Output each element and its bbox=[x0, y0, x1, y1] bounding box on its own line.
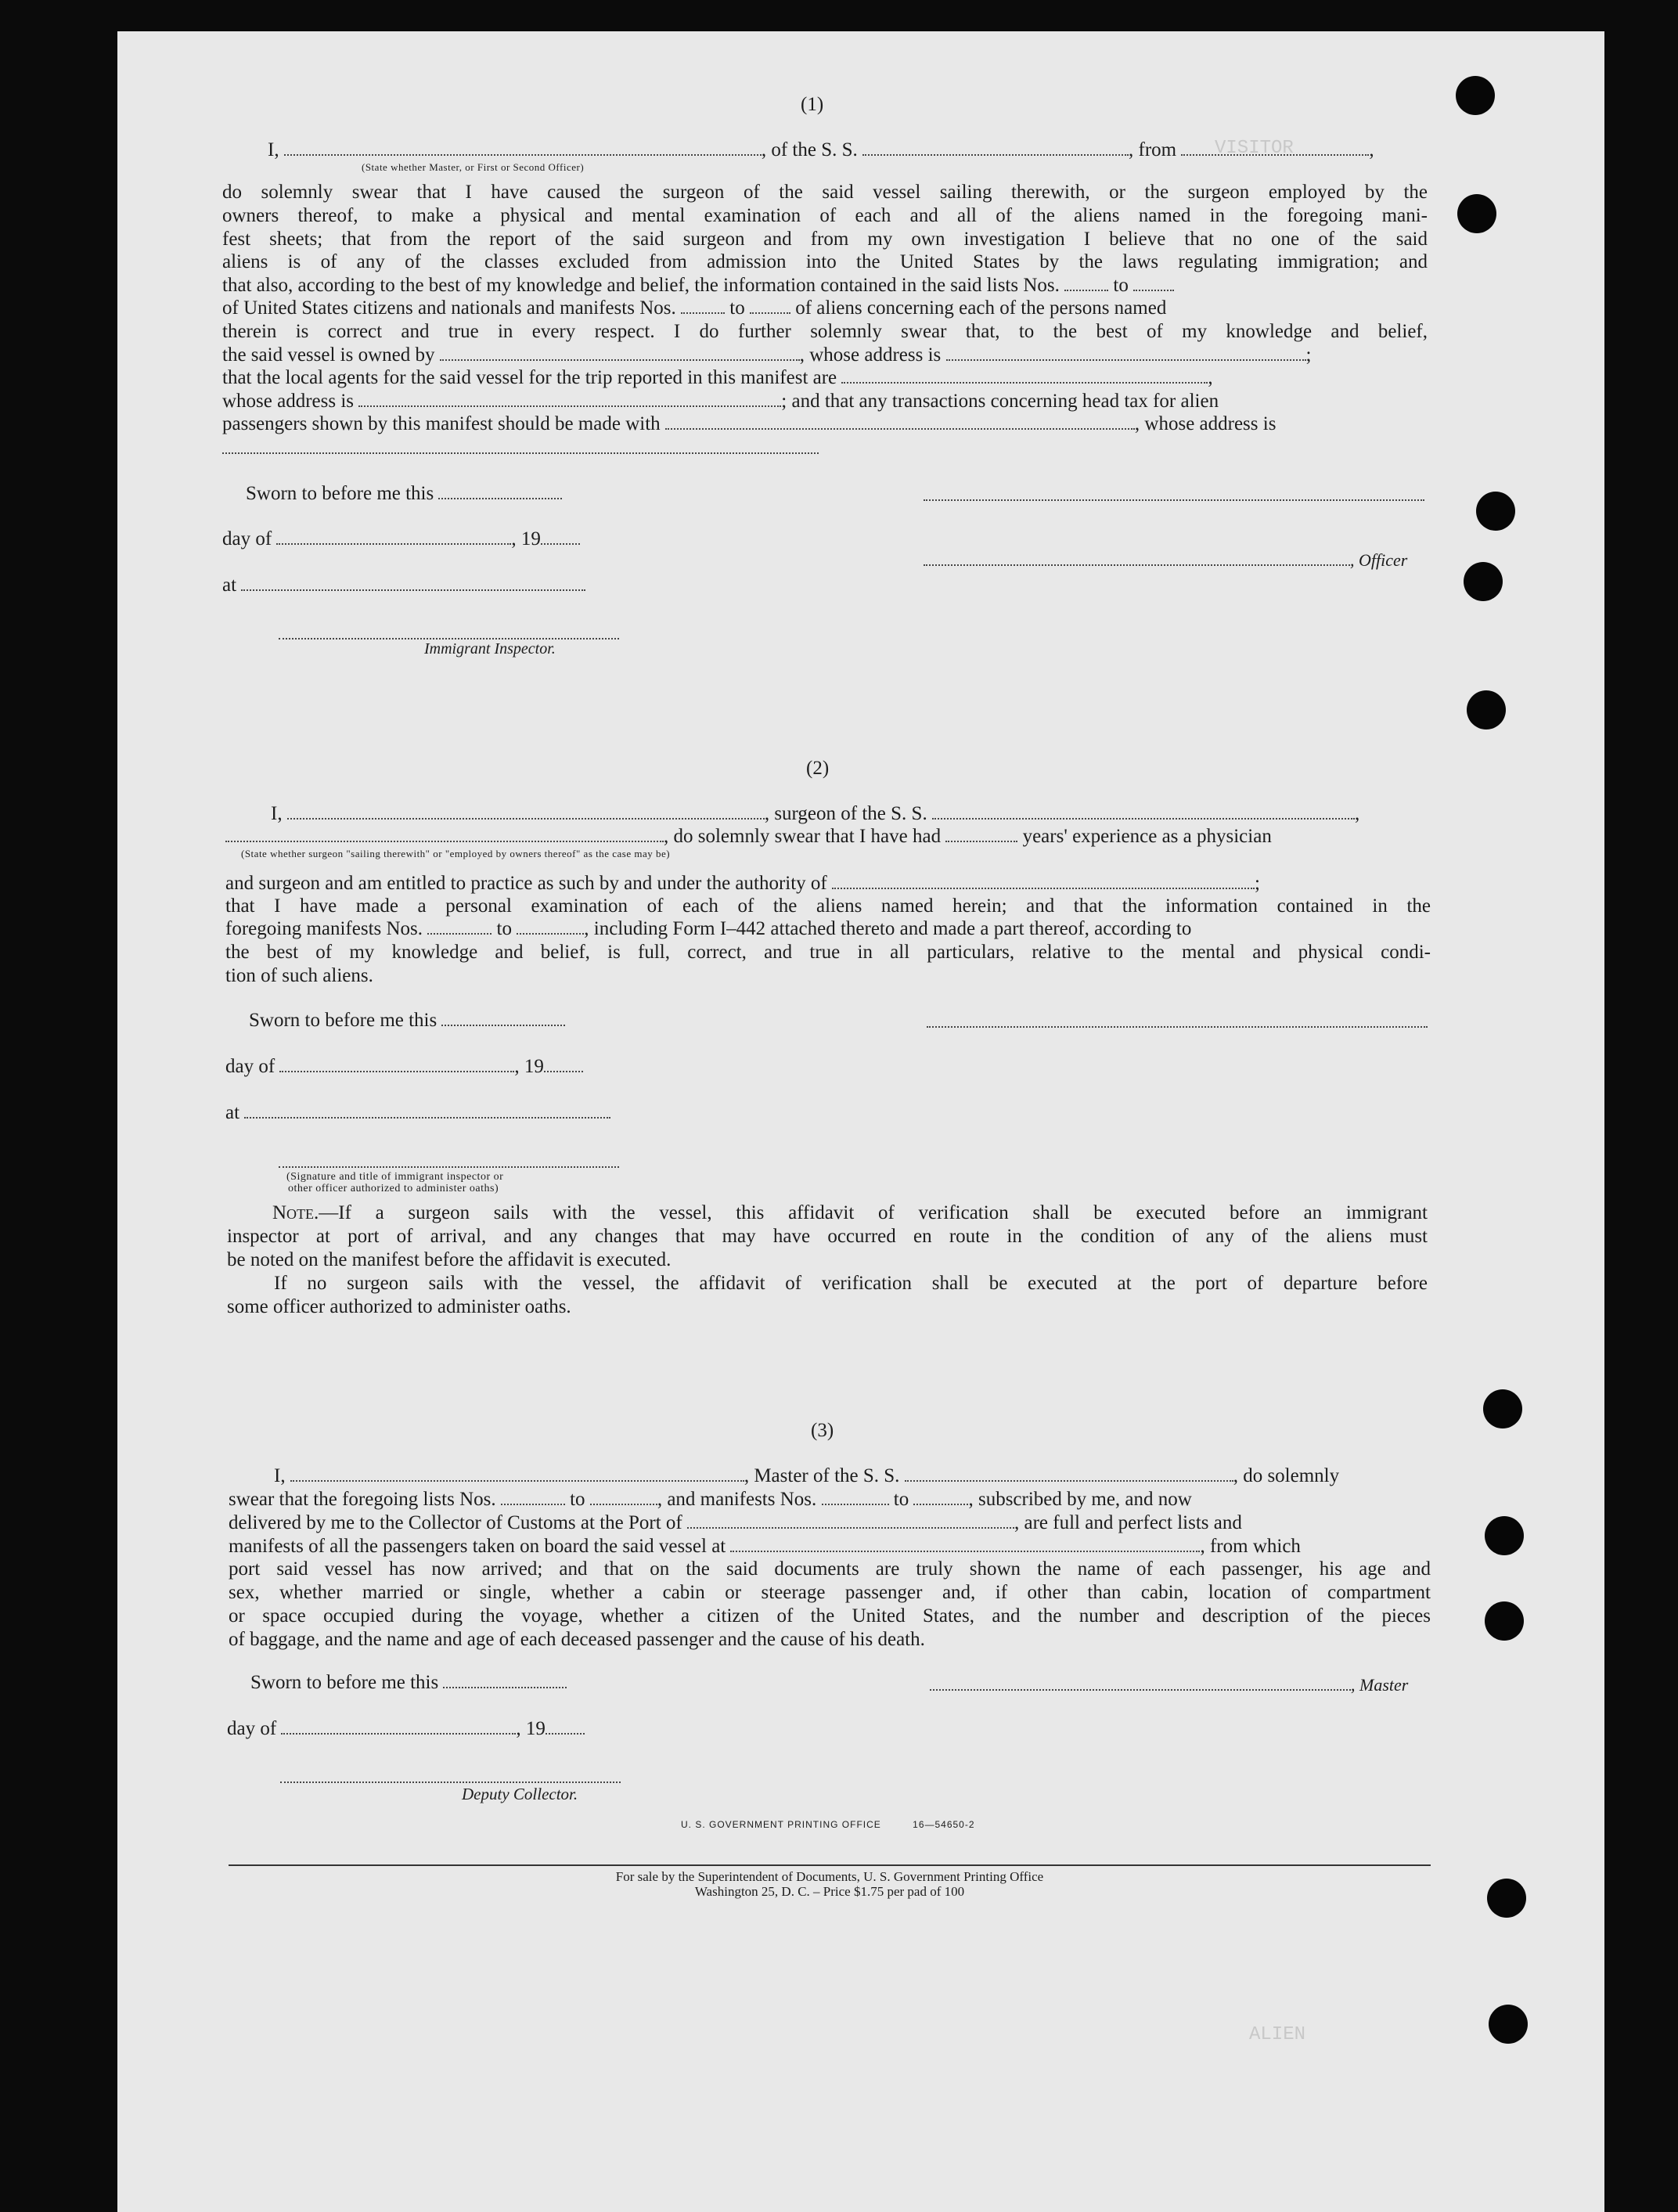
owner-address-field[interactable] bbox=[946, 345, 1306, 361]
label: of aliens concerning each of the persons named bbox=[795, 297, 1167, 319]
note-line: some officer authorized to administer oaths. bbox=[227, 1296, 571, 1317]
label: ; bbox=[1305, 344, 1312, 366]
sale-notice bbox=[438, 1869, 1221, 1899]
binder-hole bbox=[1456, 76, 1495, 115]
lists-to-field[interactable] bbox=[1133, 276, 1174, 291]
master-label: , Master bbox=[1351, 1675, 1409, 1695]
binder-hole bbox=[1485, 1516, 1524, 1555]
label: of United States citizens and nationals and manifests Nos. bbox=[222, 297, 676, 319]
affidavit-line bbox=[225, 872, 1260, 895]
day-line bbox=[225, 1056, 583, 1078]
affidavit-line: aliens is of any of the classes excluded from admission into the United States by the laws regulating immigration; and bbox=[222, 251, 1428, 272]
surgeon-name-field[interactable] bbox=[287, 804, 765, 820]
label: delivered by me to the Collector of Customs at the Port of bbox=[229, 1512, 682, 1533]
address-field[interactable] bbox=[222, 452, 819, 454]
master-signature-field[interactable] bbox=[930, 1675, 1351, 1691]
master-signature-line bbox=[930, 1675, 1408, 1695]
label: , and manifests Nos. bbox=[657, 1489, 817, 1510]
affidavit-line: the best of my knowledge and belief, is full, correct, and true in all particulars, relative to the mental and physical condi- bbox=[225, 942, 1431, 963]
affidavit-line bbox=[222, 297, 1166, 320]
label: I, bbox=[271, 803, 283, 824]
section-number: (2) bbox=[806, 758, 830, 779]
note-line: If no surgeon sails with the vessel, the affidavit of verification shall be executed at the port of departure before bbox=[274, 1273, 1428, 1294]
label: the said vessel is owned by bbox=[222, 344, 435, 366]
sworn-line bbox=[249, 1010, 565, 1032]
inspector-label: Immigrant Inspector. bbox=[424, 640, 556, 657]
manifests-from-field[interactable] bbox=[822, 1490, 889, 1505]
label: , subscribed by me, and now bbox=[968, 1489, 1192, 1510]
form-code: 16—54650-2 bbox=[913, 1819, 975, 1830]
label: and surgeon and am entitled to practice as such by and under the authority of bbox=[225, 873, 827, 894]
day-line bbox=[227, 1718, 585, 1740]
collector-signature-field[interactable] bbox=[280, 1781, 621, 1783]
manifests-to-field[interactable] bbox=[750, 298, 790, 314]
lists-to-field[interactable] bbox=[590, 1490, 657, 1505]
sworn-day-field[interactable] bbox=[443, 1673, 567, 1688]
authority-field[interactable] bbox=[832, 874, 1255, 889]
label: , 19 bbox=[511, 528, 541, 549]
sworn-day-field[interactable] bbox=[441, 1011, 565, 1026]
label: swear that the foregoing lists Nos. bbox=[229, 1489, 496, 1510]
manifests-to-field[interactable] bbox=[913, 1490, 968, 1505]
section-number: (1) bbox=[801, 94, 824, 115]
binder-hole bbox=[1464, 562, 1503, 601]
officer-note: (State whether Master, or First or Second Officer) bbox=[362, 161, 585, 173]
label: I, bbox=[274, 1465, 286, 1486]
label: day of bbox=[222, 528, 272, 549]
label: , bbox=[1369, 139, 1374, 160]
manifests-from-field[interactable] bbox=[681, 298, 725, 314]
label: ; bbox=[1255, 873, 1260, 894]
surgeon-line bbox=[225, 826, 1272, 848]
affidavit-line bbox=[222, 412, 1276, 436]
inspector-signature-field[interactable] bbox=[279, 1166, 619, 1168]
note-text: —If a surgeon sails with the vessel, this affidavit of verification shall be executed before an immigrant bbox=[319, 1202, 1428, 1223]
collector-label: Deputy Collector. bbox=[462, 1785, 578, 1803]
manifests-to-field[interactable] bbox=[517, 919, 584, 935]
affidavit-line: port said vessel has now arrived; and that on the said documents are truly shown the name of each passenger, his age and bbox=[229, 1558, 1431, 1580]
agents-field[interactable] bbox=[841, 368, 1208, 384]
label: at bbox=[225, 1102, 240, 1123]
label: to bbox=[570, 1489, 585, 1510]
day-of-field[interactable] bbox=[281, 1719, 516, 1735]
label: Sworn to before me this bbox=[250, 1672, 439, 1693]
at-field[interactable] bbox=[244, 1103, 610, 1119]
binder-hole bbox=[1483, 1389, 1522, 1428]
label: to bbox=[893, 1489, 909, 1510]
label: years' experience as a physician bbox=[1022, 826, 1272, 847]
affidavit-line: or space occupied during the voyage, whether a citizen of the United States, and the number and description of the pieces bbox=[229, 1605, 1431, 1627]
label: passengers shown by this manifest should be made with bbox=[222, 413, 661, 434]
label: whose address is bbox=[222, 391, 355, 412]
label: at bbox=[222, 575, 237, 596]
binder-hole bbox=[1487, 1879, 1526, 1918]
bleed-through-text: VISITOR bbox=[1215, 138, 1294, 159]
affidavit-line: of baggage, and the name and age of each deceased passenger and the cause of his death. bbox=[229, 1629, 925, 1650]
affidavit-line: that I have made a personal examination of each of the aliens named herein; and that the information contained in the bbox=[225, 895, 1431, 917]
note-label: Note. bbox=[272, 1202, 319, 1223]
label: foregoing manifests Nos. bbox=[225, 918, 423, 939]
officer-line bbox=[268, 139, 1374, 161]
label: manifests of all the passengers taken on board the said vessel at bbox=[229, 1536, 726, 1557]
sworn-line bbox=[246, 483, 562, 505]
lists-from-field[interactable] bbox=[501, 1490, 565, 1505]
officer-field[interactable] bbox=[924, 550, 1350, 566]
head-tax-agent-field[interactable] bbox=[665, 414, 1135, 430]
note-line bbox=[272, 1201, 1428, 1225]
affidavit-line bbox=[222, 274, 1174, 297]
label: ; and that any transactions concerning head tax for alien bbox=[781, 391, 1219, 412]
officer-label: , Officer bbox=[1350, 550, 1408, 570]
master-vessel-field[interactable] bbox=[905, 1466, 1233, 1482]
year-field[interactable] bbox=[544, 1057, 583, 1072]
label: day of bbox=[225, 1056, 275, 1077]
officer-name-field[interactable] bbox=[284, 140, 762, 156]
signature-note: other officer authorized to administer oaths) bbox=[288, 1183, 499, 1194]
label: I, bbox=[268, 139, 279, 160]
affidavit-line bbox=[225, 917, 1191, 941]
affidavit-line bbox=[222, 390, 1219, 413]
note-line: be noted on the manifest before the affidavit is executed. bbox=[227, 1249, 672, 1270]
year-field[interactable] bbox=[546, 1719, 585, 1735]
label: , of the S. S. bbox=[761, 139, 858, 160]
label: that the local agents for the said vessel for the trip reported in this manifest are bbox=[222, 367, 837, 388]
label: , bbox=[1208, 367, 1213, 388]
label: to bbox=[1113, 275, 1129, 296]
label: , whose address is bbox=[1134, 413, 1277, 434]
binder-hole bbox=[1467, 690, 1506, 730]
port-field[interactable] bbox=[687, 1513, 1014, 1529]
master-name-field[interactable] bbox=[290, 1466, 744, 1482]
binder-hole bbox=[1457, 194, 1496, 233]
signature-note: (Signature and title of immigrant inspector or bbox=[286, 1171, 504, 1183]
bleed-through-text: ALIEN bbox=[1249, 2024, 1306, 2045]
agents-address-field[interactable] bbox=[358, 391, 781, 407]
label: , are full and perfect lists and bbox=[1014, 1512, 1242, 1533]
embark-port-field[interactable] bbox=[730, 1537, 1200, 1552]
binder-hole bbox=[1485, 1601, 1524, 1641]
surgeon-signature-field[interactable] bbox=[927, 1026, 1428, 1028]
label: , whose address is bbox=[799, 344, 942, 366]
affidavit-line: tion of such aliens. bbox=[225, 965, 373, 986]
label: day of bbox=[227, 1718, 277, 1739]
label: , from bbox=[1129, 139, 1177, 160]
day-line bbox=[222, 528, 580, 550]
section-number: (3) bbox=[811, 1420, 834, 1441]
printing-office: U. S. GOVERNMENT PRINTING OFFICE bbox=[681, 1819, 881, 1830]
printing-office-line bbox=[681, 1819, 975, 1830]
vessel-name-field[interactable] bbox=[862, 140, 1129, 156]
label: Sworn to before me this bbox=[249, 1010, 438, 1031]
sale-line: Washington 25, D. C. – Price $1.75 per pad of 100 bbox=[694, 1884, 965, 1899]
surgeon-status-field[interactable] bbox=[225, 827, 664, 842]
sworn-line bbox=[250, 1672, 567, 1694]
label: , do solemnly bbox=[1233, 1465, 1340, 1486]
footer-divider bbox=[229, 1864, 1431, 1866]
label: , surgeon of the S. S. bbox=[764, 803, 927, 824]
label: to bbox=[729, 297, 745, 319]
day-of-field[interactable] bbox=[279, 1057, 514, 1072]
affidavit-line bbox=[222, 366, 1213, 390]
affidavit-line: fest sheets; that from the report of the said surgeon and from my own investigation I believe that no one of the said bbox=[222, 229, 1428, 250]
label: Sworn to before me this bbox=[246, 483, 434, 504]
affidavit-line: therein is correct and true in every respect. I do further solemnly swear that, to the best of my knowledge and belief, bbox=[222, 321, 1428, 342]
affidavit-line: sex, whether married or single, whether a cabin or steerage passenger and, if other than cabin, location of compartment bbox=[229, 1582, 1431, 1603]
officer-signature-field[interactable] bbox=[924, 499, 1424, 501]
at-line bbox=[222, 575, 585, 596]
label: , do solemnly swear that I have had bbox=[664, 826, 942, 847]
affidavit-line bbox=[229, 1535, 1301, 1558]
label: , from which bbox=[1200, 1536, 1301, 1557]
surgeon-vessel-field[interactable] bbox=[932, 804, 1355, 820]
at-line bbox=[225, 1102, 610, 1124]
label: , Master of the S. S. bbox=[744, 1465, 900, 1486]
manifests-from-field[interactable] bbox=[427, 919, 492, 935]
note-line: inspector at port of arrival, and any changes that may have occurred en route in the condition of any of the aliens must bbox=[227, 1226, 1428, 1247]
surgeon-note: (State whether surgeon "sailing therewith" or "employed by owners thereof" as the case may be) bbox=[241, 848, 671, 859]
from-port-field[interactable] bbox=[1181, 140, 1369, 156]
at-field[interactable] bbox=[241, 575, 585, 591]
affidavit-line: do solemnly swear that I have caused the surgeon of the said vessel sailing therewith, or the surgeon employed by the bbox=[222, 182, 1428, 203]
binder-hole bbox=[1489, 2005, 1528, 2044]
sworn-day-field[interactable] bbox=[438, 484, 562, 499]
label: that also, according to the best of my knowledge and belief, the information contained in the said lists Nos. bbox=[222, 275, 1060, 296]
year-field[interactable] bbox=[541, 529, 580, 545]
affidavit-line bbox=[229, 1511, 1242, 1535]
master-line bbox=[274, 1465, 1339, 1487]
lists-from-field[interactable] bbox=[1064, 276, 1108, 291]
years-field[interactable] bbox=[945, 827, 1017, 842]
surgeon-line bbox=[271, 803, 1359, 825]
officer-line-signature bbox=[924, 550, 1407, 571]
sale-line: For sale by the Superintendent of Documents, U. S. Government Printing Office bbox=[615, 1869, 1044, 1884]
label: , including Form I–442 attached thereto and made a part thereof, according to bbox=[584, 918, 1192, 939]
affidavit-line bbox=[229, 1488, 1192, 1511]
owner-field[interactable] bbox=[440, 345, 800, 361]
label: , 19 bbox=[514, 1056, 544, 1077]
binder-hole bbox=[1476, 492, 1515, 531]
affidavit-line: owners thereof, to make a physical and mental examination of each and all of the aliens named in the foregoing mani- bbox=[222, 205, 1428, 226]
label: , bbox=[1354, 803, 1360, 824]
label: , 19 bbox=[516, 1718, 546, 1739]
affidavit-line bbox=[222, 344, 1311, 367]
day-of-field[interactable] bbox=[276, 529, 511, 545]
inspector-signature-field[interactable] bbox=[279, 638, 619, 639]
label: to bbox=[496, 918, 512, 939]
